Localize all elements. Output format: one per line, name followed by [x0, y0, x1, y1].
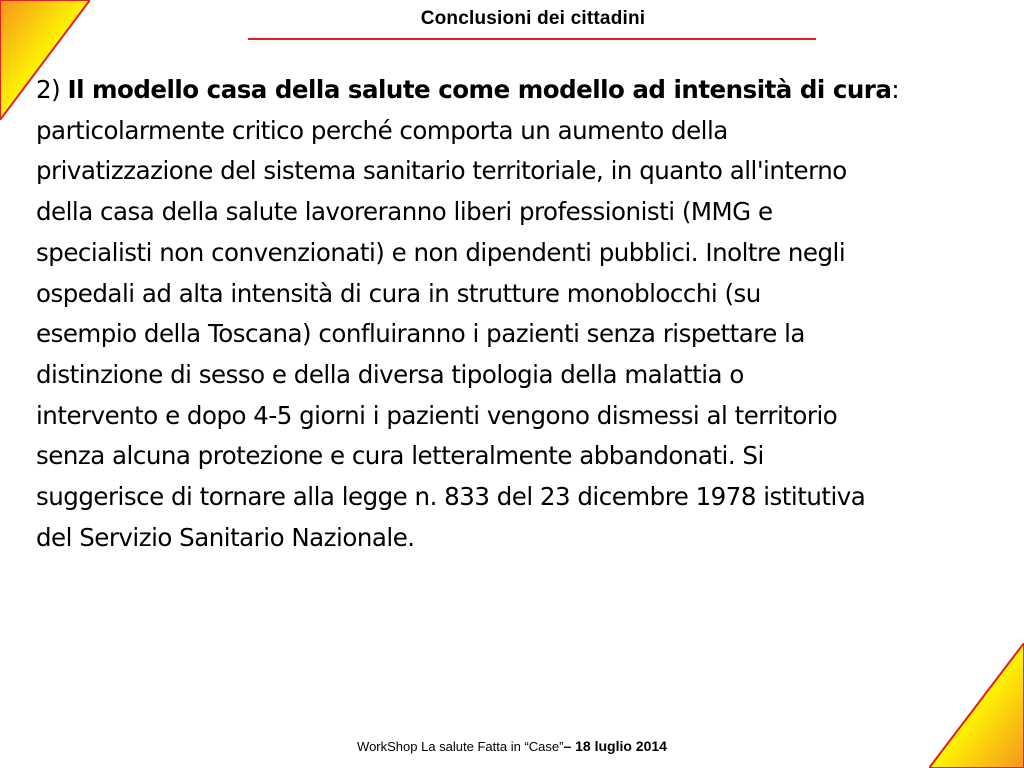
- point-number: 2): [36, 75, 61, 104]
- point-heading-line: [36, 70, 996, 111]
- body-line: senza alcuna protezione e cura letteralmente abbandonati. Si: [36, 441, 764, 471]
- body-line: del Servizio Sanitario Nazionale.: [36, 522, 415, 552]
- body-line: specialisti non convenzionati) e non dipendenti pubblici. Inoltre negli: [36, 237, 846, 267]
- body-line: particolarmente critico perché comporta un aumento della: [36, 115, 728, 145]
- footer-event: WorkShop La salute Fatta in “Case”: [357, 739, 564, 754]
- slide-body: [36, 70, 996, 558]
- body-line: della casa della salute lavoreranno liberi professionisti (MMG e: [36, 197, 773, 227]
- slide-footer: [0, 738, 1024, 754]
- body-line: distinzione di sesso e della diversa tipologia della malattia o: [36, 359, 744, 389]
- body-line: privatizzazione del sistema sanitario territoriale, in quanto all'interno: [36, 156, 847, 186]
- body-line: esempio della Toscana) confluiranno i pazienti senza rispettare la: [36, 319, 805, 349]
- footer-date: – 18 luglio 2014: [563, 738, 667, 754]
- slide-title: Conclusioni dei cittadini: [420, 8, 646, 29]
- point-colon: :: [891, 75, 900, 104]
- point-heading: Il modello casa della salute come modello ad intensità di cura: [67, 75, 892, 104]
- title-underline: [248, 38, 816, 40]
- body-line: suggerisce di tornare alla legge n. 833 del 23 dicembre 1978 istitutiva: [36, 482, 866, 512]
- bottom-right-corner-decoration: [929, 643, 1024, 768]
- body-line: intervento e dopo 4-5 giorni i pazienti vengono dismessi al territorio: [36, 400, 838, 430]
- body-line: ospedali ad alta intensità di cura in strutture monoblocchi (su: [36, 278, 761, 308]
